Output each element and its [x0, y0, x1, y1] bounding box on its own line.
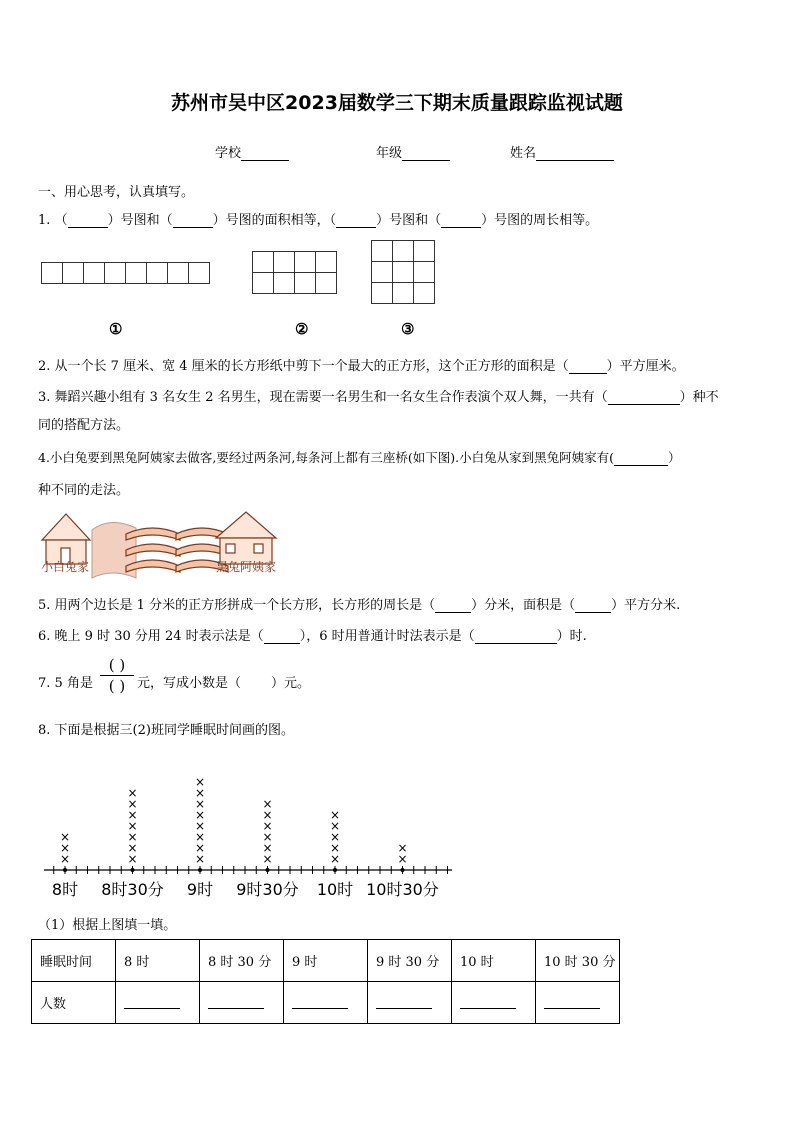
- chart-mark-x: ×: [127, 797, 138, 811]
- axis-point: [198, 868, 202, 872]
- chart-marks: [60, 775, 408, 866]
- question-4-line-1: 4.小白兔要到黑兔阿姨家去做客,要经过两条河,每条河上都有三座桥(如下图).小白兔从家到黑兔阿姨家有( ）: [38, 450, 681, 465]
- chart-mark-x: ×: [194, 830, 206, 844]
- chart-mark-x: ×: [194, 797, 206, 811]
- chart-mark-x: ×: [59, 830, 71, 844]
- q1-blank-1[interactable]: [68, 213, 108, 228]
- rabbit-house-icon: [42, 514, 90, 564]
- count-blank-10[interactable]: [460, 992, 516, 1009]
- tick-label: 8时: [51, 880, 79, 899]
- tick-label: 9时: [186, 880, 214, 899]
- section-heading: 一、用心思考，认真填写。: [38, 185, 195, 200]
- tick-label: 9时30分: [236, 880, 299, 899]
- grade-blank[interactable]: [402, 146, 450, 161]
- q4-blank[interactable]: [614, 451, 668, 466]
- chart-mark-x: ×: [397, 852, 408, 866]
- figure-2-grid: [252, 251, 337, 294]
- table-header-cell: 8 时 30 分: [200, 940, 284, 982]
- axis-point: [63, 868, 67, 872]
- table-header-cell: 8 时: [116, 940, 200, 982]
- table-row: [32, 982, 620, 1024]
- tick-label: 10时: [316, 880, 354, 899]
- aunt-house-caption: 黑兔阿姨家: [216, 560, 277, 574]
- q3-blank[interactable]: [608, 390, 680, 405]
- q7-fraction[interactable]: [100, 656, 134, 695]
- count-blank-8[interactable]: [124, 992, 180, 1009]
- chart-mark-x: ×: [194, 786, 206, 800]
- figure-3-grid: [371, 240, 435, 304]
- rabbit-house-caption: 小白兔家: [41, 560, 90, 574]
- school-label: 学校: [215, 146, 242, 161]
- question-1: 1. （ ）号图和（ ）号图的面积相等，（ ）号图和（ ）号图的周长相等。: [38, 213, 599, 228]
- count-blank-930[interactable]: [376, 992, 432, 1009]
- chart-mark-x: ×: [127, 841, 138, 855]
- count-blank-1030[interactable]: [544, 992, 600, 1009]
- name-label: 姓名: [510, 146, 537, 161]
- q5-blank-1[interactable]: [435, 598, 471, 613]
- school-field: [215, 142, 289, 161]
- question-7-b: 元，写成小数是（ ）元。: [137, 676, 311, 691]
- chart-mark-x: ×: [262, 841, 273, 855]
- name-blank[interactable]: [536, 146, 614, 161]
- figure-label-2: ②: [295, 320, 309, 338]
- sleep-time-chart: [36, 748, 460, 904]
- chart-mark-x: ×: [329, 852, 341, 866]
- table-header-cell: 9 时 30 分: [368, 940, 452, 982]
- chart-tick-labels: [52, 880, 439, 899]
- table-header-cell: 10 时 30 分: [536, 940, 620, 982]
- axis-point: [333, 868, 337, 872]
- page-title: 苏州市吴中区2023届数学三下期末质量跟踪监视试题: [171, 92, 623, 114]
- chart-mark-x: ×: [194, 841, 206, 855]
- chart-mark-x: ×: [329, 819, 341, 833]
- question-7-a: 7. 5 角是: [38, 676, 93, 691]
- question-6: 6. 晚上 9 时 30 分用 24 时表示法是（ ），6 时用普通计时法表示是（ ）时.: [38, 629, 587, 644]
- chart-mark-x: ×: [397, 841, 408, 855]
- q5-blank-2[interactable]: [575, 598, 611, 613]
- answer-table: [31, 939, 620, 1024]
- question-5: 5. 用两个边长是 1 分米的正方形拼成一个长方形，长方形的周长是（ ）分米，面积是（ ）平方分米.: [38, 598, 681, 613]
- question-3-line-2: 同的搭配方法。: [38, 418, 130, 433]
- chart-mark-x: ×: [329, 808, 341, 822]
- tick-label: 8时30分: [101, 880, 164, 899]
- q1-blank-2[interactable]: [173, 213, 213, 228]
- grade-field: [376, 142, 450, 161]
- chart-mark-x: ×: [127, 830, 138, 844]
- table-header-cell: 9 时: [284, 940, 368, 982]
- table-row: [32, 940, 620, 982]
- table-row-label: 人数: [32, 982, 116, 1024]
- table-header-cell: 睡眠时间: [32, 940, 116, 982]
- chart-mark-x: ×: [194, 808, 206, 822]
- chart-mark-x: ×: [194, 775, 206, 789]
- table-header-cell: 10 时: [452, 940, 536, 982]
- chart-mark-x: ×: [127, 808, 138, 822]
- q6-blank-1[interactable]: [264, 629, 300, 644]
- aunt-house-icon: [216, 512, 276, 564]
- grade-label: 年级: [376, 146, 403, 161]
- chart-mark-x: ×: [127, 819, 138, 833]
- count-blank-9[interactable]: [292, 992, 348, 1009]
- chart-mark-x: ×: [262, 797, 273, 811]
- question-3-line-1: 3. 舞蹈兴趣小组有 3 名女生 2 名男生，现在需要一名男生和一名女生合作表演个双人舞，一共有（ ）种不: [38, 390, 719, 405]
- chart-mark-x: ×: [329, 830, 341, 844]
- axis-point: [401, 868, 405, 872]
- question-8: 8. 下面是根据三(2)班同学睡眠时间画的图。: [38, 723, 294, 738]
- figure-label-1: ①: [109, 320, 123, 338]
- chart-mark-x: ×: [59, 852, 71, 866]
- axis-point: [131, 868, 135, 872]
- chart-mark-x: ×: [262, 830, 273, 844]
- q7-denominator[interactable]: ( ): [108, 677, 126, 695]
- q7-numerator[interactable]: ( ): [108, 656, 126, 674]
- q1-blank-3[interactable]: [336, 213, 376, 228]
- q1-blank-4[interactable]: [441, 213, 481, 228]
- axis-point: [266, 868, 270, 872]
- figure-1-grid: [41, 262, 210, 284]
- name-field: [510, 142, 614, 161]
- bridges-icon: [126, 528, 228, 572]
- chart-mark-x: ×: [59, 841, 71, 855]
- chart-mark-x: ×: [194, 852, 206, 866]
- school-blank[interactable]: [241, 146, 289, 161]
- q2-blank[interactable]: [569, 359, 607, 374]
- figure-label-3: ③: [401, 320, 415, 338]
- chart-mark-x: ×: [329, 841, 341, 855]
- chart-mark-x: ×: [262, 808, 273, 822]
- chart-mark-x: ×: [127, 786, 138, 800]
- chart-mark-x: ×: [262, 819, 273, 833]
- question-2: 2. 从一个长 7 厘米、宽 4 厘米的长方形纸中剪下一个最大的正方形，这个正方形的面积是（ ）平方厘米。: [38, 359, 685, 374]
- question-8-sub-1: （1）根据上图填一填。: [38, 918, 177, 933]
- question-4-line-2: 种不同的走法。: [38, 483, 130, 498]
- q6-blank-2[interactable]: [475, 629, 557, 644]
- count-blank-830[interactable]: [208, 992, 264, 1009]
- chart-mark-x: ×: [262, 852, 273, 866]
- chart-mark-x: ×: [127, 852, 138, 866]
- tick-label: 10时30分: [366, 880, 439, 899]
- chart-mark-x: ×: [194, 819, 206, 833]
